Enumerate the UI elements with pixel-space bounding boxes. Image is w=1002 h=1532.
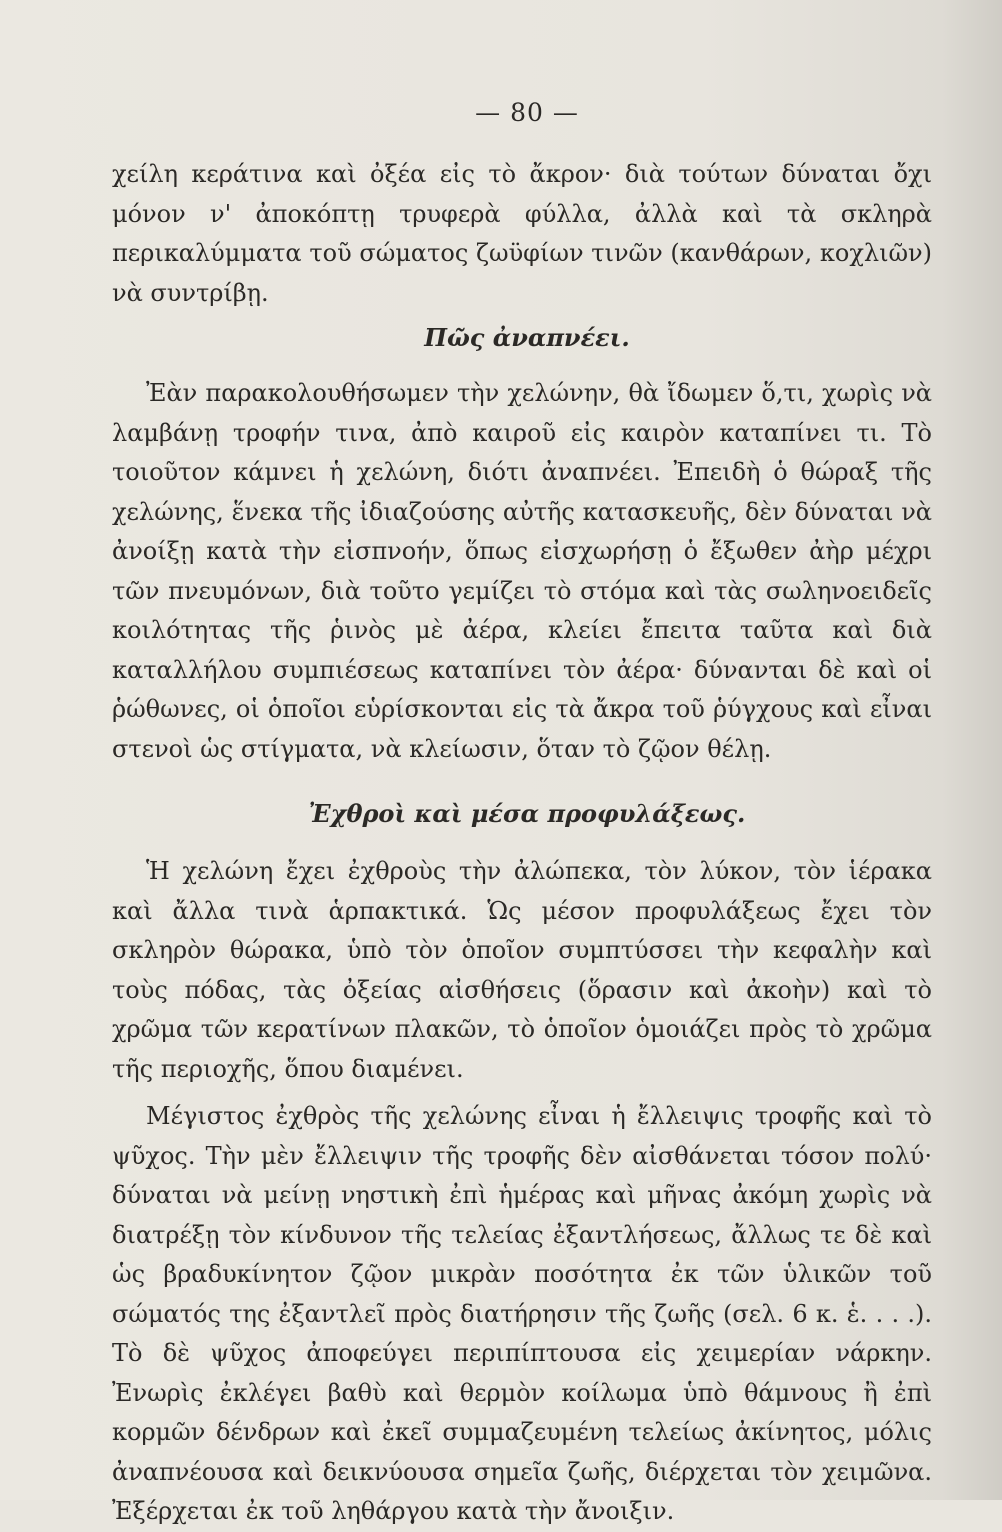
paragraph-enemies: Ἡ χελώνη ἔχει ἐχθροὺς τὴν ἀλώπεκα, τὸν λύκον, τὸν ἱέρακα καὶ ἄλλα τινὰ ἁρπακτικά. Ὡς μέσον προφυλάξεως ἔχει τὸν σκληρὸν θώρακα, ὑπὸ τὸν ὁποῖον συμπτύσσει τὴν κεφαλὴν καὶ τοὺς πόδας, τὰς ὀξείας αἰσθήσεις (ὅρασιν καὶ ἀκοὴν) καὶ τὸ χρῶμα τῶν κερατίνων πλακῶν, τὸ ὁποῖον ὁμοιάζει πρὸς τὸ χρῶμα τῆς περιοχῆς, ὅπου διαμένει.	[112, 857, 932, 1083]
page-number: — 80 —	[475, 98, 579, 127]
paragraph-breathing: Ἐὰν παρακολουθήσωμεν τὴν χελώνην, θὰ ἴδωμεν ὅ,τι, χωρὶς νὰ λαμβάνῃ τροφήν τινα, ἀπὸ καιροῦ εἰς καιρὸν καταπίνει τι. Τὸ τοιοῦτον κάμνει ἡ χελώνη, διότι ἀναπνέει. Ἐπειδὴ ὁ θώραξ τῆς χελώνης, ἕνεκα τῆς ἰδιαζούσης αὐτῆς κατασκευῆς, δὲν δύναται νὰ ἀνοίξῃ κατὰ τὴν εἰσπνοήν, ὅπως εἰσχωρήσῃ ὁ ἔξωθεν ἀὴρ μέχρι τῶν πνευμόνων, διὰ τοῦτο γεμίζει τὸ στόμα καὶ τὰς σωληνοειδεῖς κοιλότητας τῆς ῥινὸς μὲ ἀέρα, κλείει ἔπειτα ταῦτα καὶ διὰ καταλλήλου συμπιέσεως καταπίνει τὸν ἀέρα· δύνανται δὲ καὶ οἱ ῥώθωνες, οἱ ὁποῖοι εὑρίσκονται εἰς τὰ ἄκρα τοῦ ῥύγχους καὶ εἶναι στενοὶ ὡς στίγματα, νὰ κλείωσιν, ὅταν τὸ ζῷον θέλῃ.	[112, 379, 932, 763]
section-heading-breathing: Πῶς ἀναπνέει.	[424, 323, 630, 352]
section-heading-enemies: Ἐχθροὶ καὶ μέσα προφυλάξεως.	[308, 799, 746, 828]
paragraph-jaws: χείλη κεράτινα καὶ ὀξέα εἰς τὸ ἄκρον· διὰ τούτων δύναται ὄχι μόνον ν' ἀποκόπτῃ τρυφερὰ φύλλα, ἀλλὰ καὶ τὰ σκληρὰ περικαλύμματα τοῦ σώματος ζωϋφίων τινῶν (κανθάρων, κοχλιῶν) νὰ συντρίβῃ.	[112, 160, 932, 307]
paragraph-hibernation: Μέγιστος ἐχθρὸς τῆς χελώνης εἶναι ἡ ἔλλειψις τροφῆς καὶ τὸ ψῦχος. Τὴν μὲν ἔλλειψιν τῆς τροφῆς δὲν αἰσθάνεται τόσον πολύ· δύναται νὰ μείνῃ νηστικὴ ἐπὶ ἡμέρας καὶ μῆνας ἀκόμη χωρὶς νὰ διατρέξῃ τὸν κίνδυνον τῆς τελείας ἐξαντλήσεως, ἄλλως τε δὲ καὶ ὡς βραδυκίνητον ζῷον μικρὰν ποσότητα ἐκ τῶν ὑλικῶν τοῦ σώματός της ἐξαντλεῖ πρὸς διατήρησιν τῆς ζωῆς (σελ. 6 κ. ἑ. . . .). Τὸ δὲ ψῦχος ἀποφεύγει περιπίπτουσα εἰς χειμερίαν νάρκην. Ἐνωρὶς ἐκλέγει βαθὺ καὶ θερμὸν κοίλωμα ὑπὸ θάμνους ἢ ἐπὶ κορμῶν δένδρων καὶ ἐκεῖ συμμαζευμένη τελείως ἀκίνητος, μόλις ἀναπνέουσα καὶ δεικνύουσα σημεῖα ζωῆς, διέρχεται τὸν χειμῶνα. Ἐξέρχεται ἐκ τοῦ ληθάργου κατὰ τὴν ἄνοιξιν.	[112, 1102, 932, 1525]
